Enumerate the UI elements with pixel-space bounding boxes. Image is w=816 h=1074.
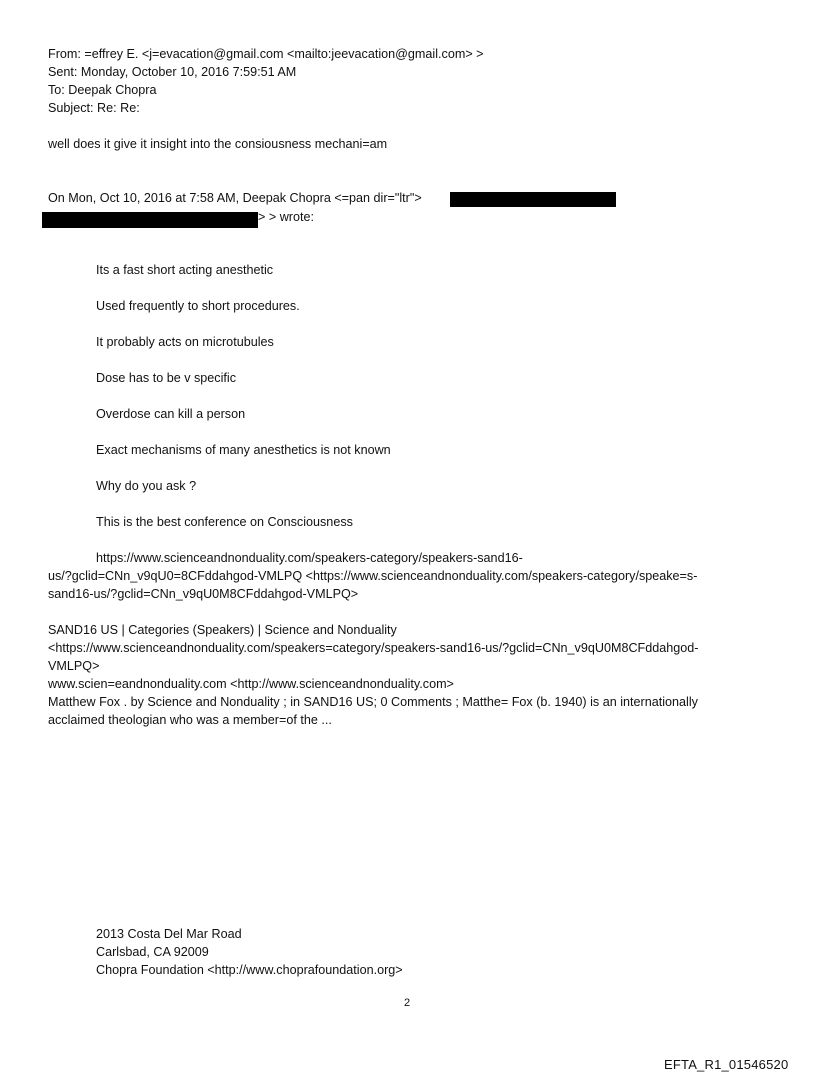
email-subject-line: Subject: Re: Re: — [48, 101, 140, 115]
link-preview-url: <https://www.scienceandnonduality.com/speakers=category/speakers-sand16-us/?gclid=CNn_v9qU0M8CFddahgod- — [48, 641, 699, 655]
quoted-paragraph: Used frequently to short procedures. — [96, 299, 300, 313]
quote-intro-line: On Mon, Oct 10, 2016 at 7:58 AM, Deepak Chopra <=pan dir="ltr"> — [48, 191, 422, 205]
quoted-paragraph: Exact mechanisms of many anesthetics is not known — [96, 443, 391, 457]
conference-link-line: https://www.scienceandnonduality.com/speakers-category/speakers-sand16- — [96, 551, 523, 565]
link-preview-site: www.scien=eandnonduality.com <http://www.scienceandnonduality.com> — [48, 677, 454, 691]
quoted-paragraph: It probably acts on microtubules — [96, 335, 274, 349]
link-preview-url: VMLPQ> — [48, 659, 100, 673]
page-number: 2 — [404, 997, 411, 1009]
email-sent-line: Sent: Monday, October 10, 2016 7:59:51 AM — [48, 65, 297, 79]
quoted-paragraph: Overdose can kill a person — [96, 407, 246, 421]
quoted-paragraph: Why do you ask ? — [96, 479, 197, 493]
document-id: EFTA_R1_01546520 — [664, 1057, 789, 1072]
conference-link-line: sand16-us/?gclid=CNn_v9qU0M8CFddahgod-VMLPQ> — [48, 587, 359, 601]
reply-text: well does it give it insight into the consiousness mechani=am — [48, 137, 388, 151]
quoted-paragraph: Its a fast short acting anesthetic — [96, 263, 274, 277]
email-from-line: From: =effrey E. <j=evacation@gmail.com <mailto:jeevacation@gmail.com> > — [48, 47, 484, 61]
conference-link-line: us/?gclid=CNn_v9qU0=8CFddahgod-VMLPQ <https://www.scienceandnonduality.com/speakers-category/speake=s- — [48, 569, 698, 583]
quote-intro-wrote: > > wrote: — [258, 210, 315, 224]
link-preview-snippet: Matthew Fox . by Science and Nonduality ; in SAND16 US; 0 Comments ; Matthe= Fox (b. 1940) is an internationally — [48, 695, 698, 709]
signature-line: Chopra Foundation <http://www.choprafoundation.org> — [96, 963, 403, 977]
email-to-line: To: Deepak Chopra — [48, 83, 157, 97]
redaction-bar — [450, 192, 616, 207]
signature-line: Carlsbad, CA 92009 — [96, 945, 209, 959]
quoted-paragraph: This is the best conference on Consciousness — [96, 515, 353, 529]
quoted-paragraph: Dose has to be v specific — [96, 371, 237, 385]
link-preview-title: SAND16 US | Categories (Speakers) | Science and Nonduality — [48, 623, 397, 637]
redaction-bar — [42, 212, 258, 228]
link-preview-snippet: acclaimed theologian who was a member=of the ... — [48, 713, 332, 727]
signature-line: 2013 Costa Del Mar Road — [96, 927, 242, 941]
